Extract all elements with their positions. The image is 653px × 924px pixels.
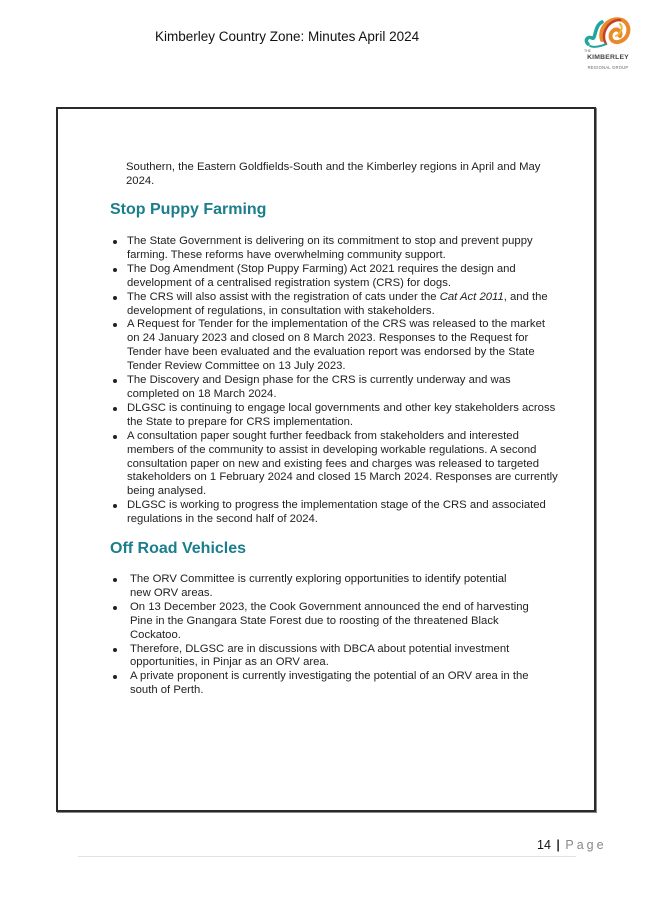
list-item: The Discovery and Design phase for the CRS is currently underway and was completed on 18 March 2024.	[110, 374, 560, 402]
kimberley-regional-group-logo	[580, 14, 636, 74]
section-heading-stop-puppy-farming: Stop Puppy Farming	[110, 201, 267, 218]
bullet-icon	[113, 407, 117, 411]
kimberley-regional-group-logo-icon	[580, 14, 636, 50]
bullet-icon	[113, 435, 117, 439]
list-item: DLGSC is continuing to engage local governments and other key stakeholders across the State to prepare for CRS implementation.	[110, 402, 560, 430]
page-number	[537, 838, 607, 852]
off-road-vehicles-list	[110, 573, 530, 698]
bullet-icon	[113, 606, 117, 610]
bullet-icon	[113, 504, 117, 508]
bullet-icon	[113, 323, 117, 327]
act-name-italic: Cat Act 2011	[439, 290, 504, 303]
bullet-icon	[113, 648, 117, 652]
stop-puppy-farming-list	[110, 235, 560, 527]
list-item: A consultation paper sought further feedback from stakeholders and interested members of the community to assist in developing workable regulations. A second consultation paper on new and existing fees and charges was released to targeted stakeholders on 1 February 2024 and closed 15 March 2024. Responses are currently being analysed.	[110, 430, 560, 500]
page-word: Page	[565, 838, 607, 852]
list-item: The ORV Committee is currently exploring opportunities to identify potential new ORV areas.	[110, 573, 530, 601]
list-item: The State Government is delivering on its commitment to stop and prevent puppy farming. These reforms have overwhelming community support.	[110, 235, 560, 263]
list-item: On 13 December 2023, the Cook Government announced the end of harvesting Pine in the Gnangara State Forest due to roosting of the threatened Black Cockatoo.	[110, 601, 530, 643]
logo-subtitle: REGIONAL GROUP	[587, 65, 629, 70]
logo-name: KIMBERLEY	[587, 54, 629, 61]
section-heading-off-road-vehicles: Off Road Vehicles	[110, 540, 247, 557]
page-number-separator: |	[556, 838, 560, 852]
list-item: Therefore, DLGSC are in discussions with DBCA about potential investment opportunities, in Pinjar as an ORV area.	[110, 643, 530, 671]
bullet-icon	[113, 675, 117, 679]
list-item: A Request for Tender for the implementation of the CRS was released to the market on 24 January 2023 and closed on 8 March 2023. Responses to the Request for Tender have been evaluated and the evaluation report was endorsed by the State Tender Review Committee on 13 July 2023.	[110, 318, 560, 374]
bullet-icon	[113, 578, 117, 582]
bullet-icon	[113, 379, 117, 383]
page-number-value: 14	[537, 838, 551, 852]
document-header-title: Kimberley Country Zone: Minutes April 2024	[155, 29, 420, 44]
list-item: The CRS will also assist with the registration of cats under the Cat Act 2011, and the development of regulations, in consultation with stakeholders.	[110, 291, 560, 319]
list-item: The Dog Amendment (Stop Puppy Farming) Act 2021 requires the design and development of a centralised registration system (CRS) for dogs.	[110, 263, 560, 291]
list-item: A private proponent is currently investigating the potential of an ORV area in the south of Perth.	[110, 670, 530, 698]
bullet-icon	[113, 240, 117, 244]
intro-paragraph: Southern, the Eastern Goldfields-South and the Kimberley regions in April and May 2024.	[126, 161, 541, 187]
bullet-icon	[113, 268, 117, 272]
logo-the-label: THE	[584, 49, 591, 53]
footer-divider	[78, 856, 576, 857]
list-item: DLGSC is working to progress the implementation stage of the CRS and associated regulations in the second half of 2024.	[110, 499, 560, 527]
bullet-icon	[113, 296, 117, 300]
